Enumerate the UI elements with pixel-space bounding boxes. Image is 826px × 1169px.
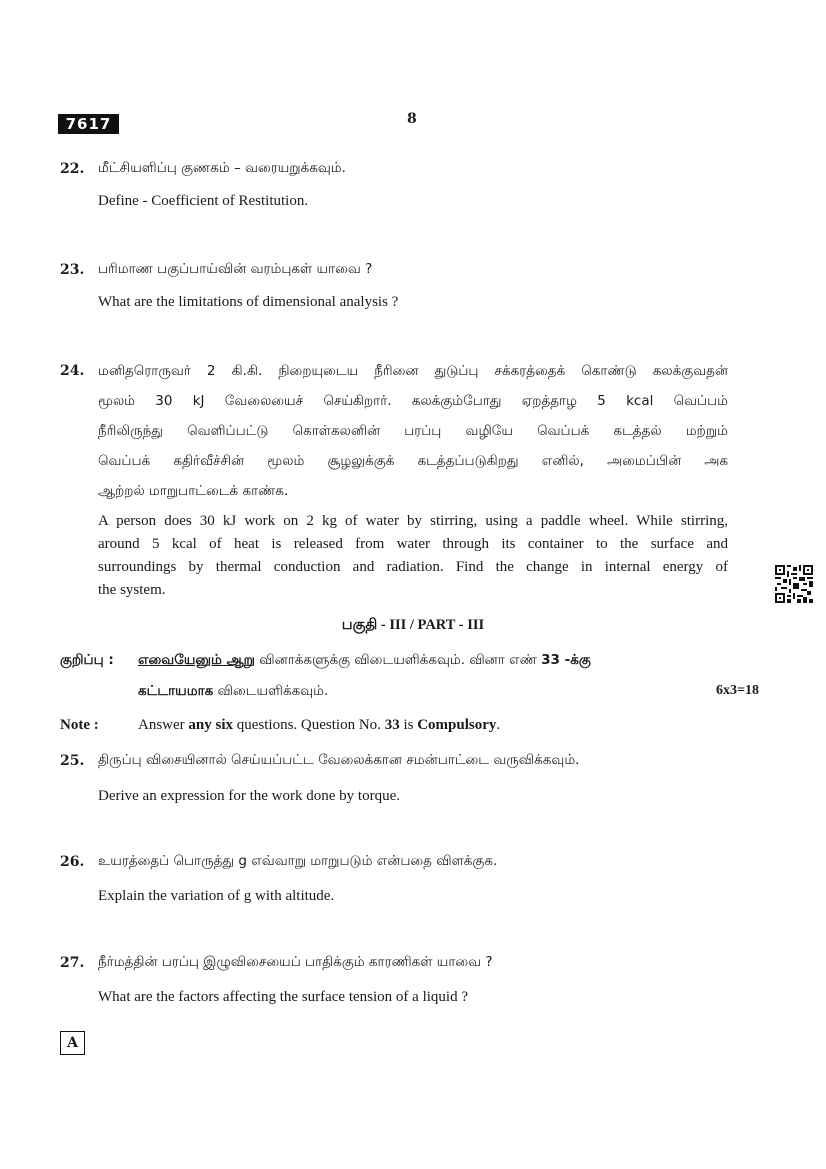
note-tamil-qnum: 33 -க்கு <box>541 652 591 668</box>
question-24-tamil-line: நீரிலிருந்து வெளிப்பட்டு கொள்கலனின் பரப்பு வழியே வெப்பக் கடத்தல் மற்றும் <box>98 423 728 439</box>
note-english-part: . <box>496 717 501 733</box>
question-24-english <box>98 511 728 603</box>
note-english-label: Note : <box>60 717 99 733</box>
question-26-english: Explain the variation of g with altitude. <box>98 888 335 904</box>
question-24-tamil-line: மூலம் 30 kJ வேலையைச் செய்கிறார். கலக்கும்போது ஏறத்தாழ 5 kcal வெப்பம் <box>98 393 728 409</box>
question-number: 23. <box>60 262 85 278</box>
question-24-english-line: A person does 30 kJ work on 2 kg of water by stirring, using a paddle wheel. While stirring, <box>98 513 728 529</box>
question-24-english-line: around 5 kcal of heat is released from water through its container to the surface and <box>98 536 728 552</box>
paper-version-box: A <box>60 1031 85 1055</box>
question-24-tamil <box>98 360 728 510</box>
note-english-part: is <box>399 717 418 733</box>
question-27-english: What are the factors affecting the surface tension of a liquid ? <box>98 989 468 1005</box>
qr-code-icon <box>775 565 813 603</box>
page-number: 8 <box>407 111 417 127</box>
note-english-text <box>138 715 500 735</box>
note-english-part: questions. Question No. <box>233 717 385 733</box>
note-english-bold: any six <box>188 717 234 733</box>
question-number: 25. <box>60 753 85 769</box>
question-number: 22. <box>60 161 85 177</box>
question-number: 24. <box>60 363 85 379</box>
question-24-english-line: surroundings by thermal conduction and radiation. Find the change in internal energy of <box>98 559 728 575</box>
part-heading-text: பகுதி - III / PART - III <box>341 617 485 633</box>
question-22-english: Define - Coefficient of Restitution. <box>98 193 309 209</box>
note-english-bold: Compulsory <box>417 717 497 733</box>
question-number: 27. <box>60 955 85 971</box>
question-22-tamil: மீட்சியளிப்பு குணகம் – வரையறுக்கவும். <box>98 160 346 176</box>
note-tamil-bold-2: கட்டாயமாக <box>138 683 214 699</box>
note-english-part: Answer <box>138 717 189 733</box>
question-23-tamil: பரிமாண பகுப்பாய்வின் வரம்புகள் யாவை ? <box>98 261 373 277</box>
question-25-english: Derive an expression for the work done by torque. <box>98 788 400 804</box>
paper-code-badge: 7617 <box>58 114 119 134</box>
note-tamil-line-2 <box>138 681 328 701</box>
question-26-tamil: உயரத்தைப் பொருத்து g எவ்வாறு மாறுபடும் என்பதை விளக்குக. <box>98 853 498 869</box>
question-24-english-line: the system. <box>98 582 166 598</box>
note-tamil-bold: எவையேனும் ஆறு <box>138 652 255 668</box>
note-tamil-text-2: விடையளிக்கவும். <box>213 683 329 699</box>
marks-allocation: 6x3=18 <box>716 683 759 698</box>
question-24-tamil-line: வெப்பக் கதிர்வீச்சின் மூலம் சூழலுக்குக் கடத்தப்படுகிறது எனில், அமைப்பின் அக <box>98 453 728 469</box>
question-number: 26. <box>60 854 85 870</box>
note-english-bold: 33 <box>384 717 400 733</box>
note-tamil-text: வினாக்களுக்கு விடையளிக்கவும். வினா எண் <box>254 652 542 668</box>
question-27-tamil: நீர்மத்தின் பரப்பு இழுவிசையைப் பாதிக்கும் காரணிகள் யாவை ? <box>98 954 493 970</box>
note-tamil-line-1 <box>138 650 591 670</box>
question-24-tamil-line: மனிதரொருவர் 2 கி.கி. நிறையுடைய நீரினை துடுப்பு சக்கரத்தைக் கொண்டு கலக்குவதன் <box>98 363 728 379</box>
question-23-english: What are the limitations of dimensional analysis ? <box>98 294 399 310</box>
question-25-tamil: திருப்பு விசையினால் செய்யப்பட்ட வேலைக்கான சமன்பாட்டை வருவிக்கவும். <box>98 752 580 768</box>
question-24-tamil-line: ஆற்றல் மாறுபாட்டைக் காண்க. <box>98 483 289 499</box>
note-tamil-label: குறிப்பு : <box>60 652 114 668</box>
part-heading <box>0 615 826 635</box>
